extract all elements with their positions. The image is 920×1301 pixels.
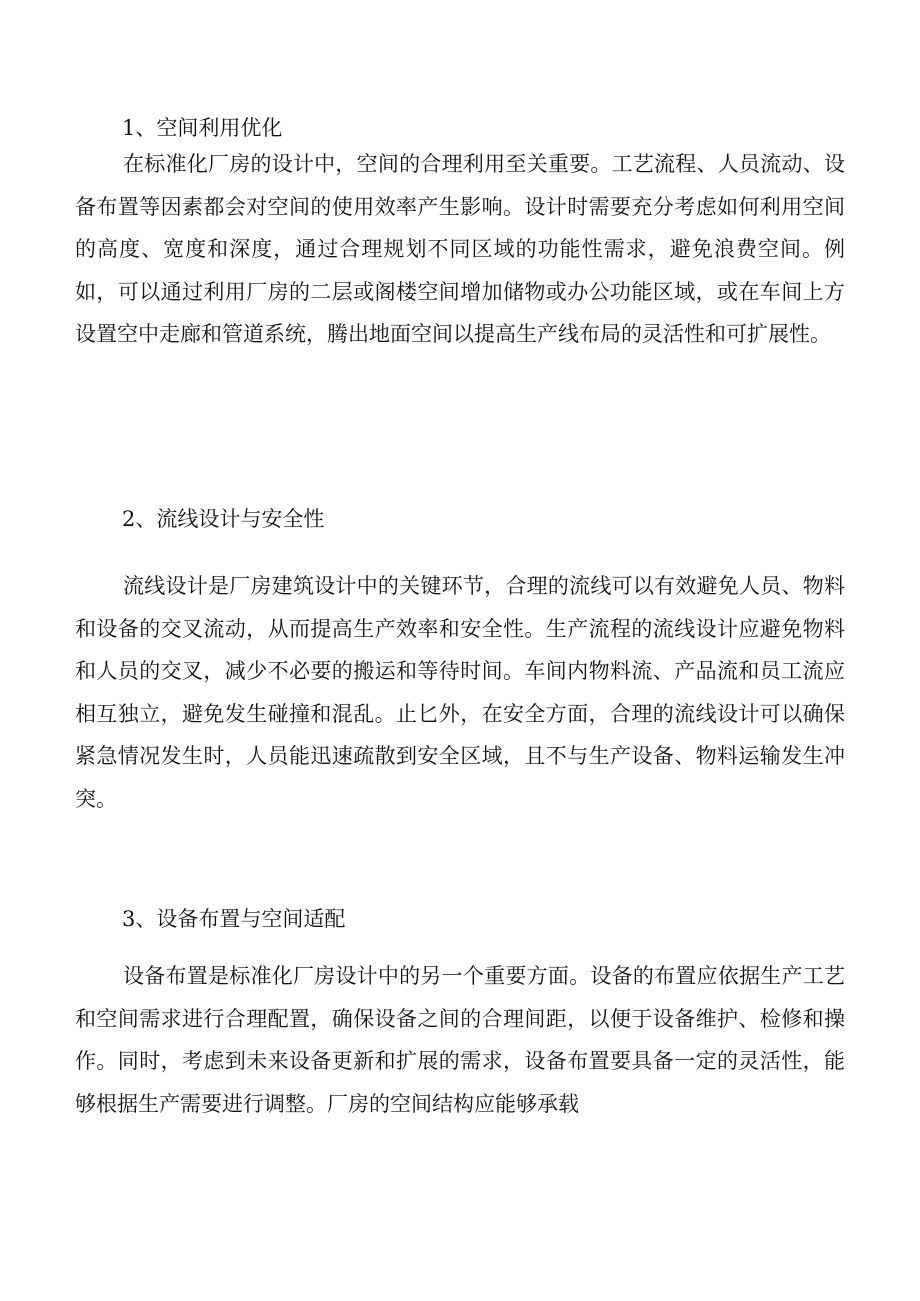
section-heading-space-optimization: 1、空间利用优化	[122, 116, 283, 140]
section-body-equipment-layout: 设备布置是标准化厂房设计中的另一个重要方面。设备的布置应依据生产工艺和空间需求进行合理配置，确保设备之间的合理间距，以便于设备维护、检修和操作。同时，考虑到未来设备更新和扩展的需求，设备布置要具备一定的灵活性，能够根据生产需要进行调整。厂房的空间结构应能够承载	[75, 964, 845, 1116]
section-heading-equipment-layout: 3、设备布置与空间适配	[122, 907, 346, 931]
section-heading-flow-safety: 2、流线设计与安全性	[122, 507, 325, 531]
section-body-flow-safety: 流线设计是厂房建筑设计中的关键环节，合理的流线可以有效避免人员、物料和设备的交叉流动，从而提高生产效率和安全性。生产流程的流线设计应避免物料和人员的交叉，减少不必要的搬运和等待时间。车间内物料流、产品流和员工流应相互独立，避免发生碰撞和混乱。止匕外，在安全方面，合理的流线设计可以确保紧急情况发生时，人员能迅速疏散到安全区域，且不与生产设备、物料运输发生冲突。	[75, 574, 845, 811]
section-body-space-optimization: 在标准化厂房的设计中，空间的合理利用至关重要。工艺流程、人员流动、设备布置等因素都会对空间的使用效率产生影响。设计时需要充分考虑如何利用空间的高度、宽度和深度，通过合理规划不同区域的功能性需求，避免浪费空间。例如，可以通过利用厂房的二层或阁楼空间增加储物或办公功能区域，或在车间上方设置空中走廊和管道系统，腾出地面空间以提高生产线布局的灵活性和可扩展性。	[75, 152, 845, 346]
